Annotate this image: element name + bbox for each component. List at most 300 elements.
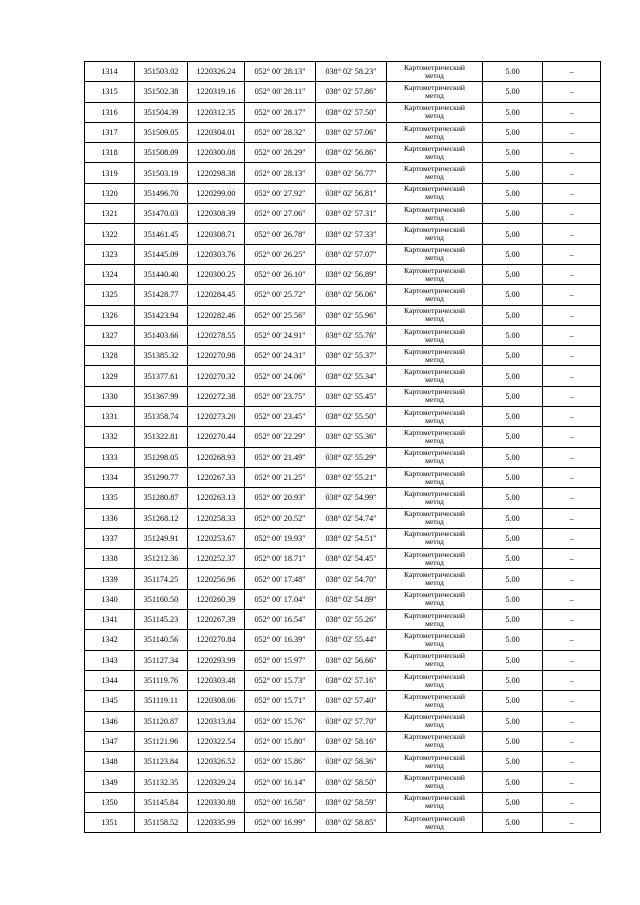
longitude-cell: 038° 02' 56.89" bbox=[316, 264, 387, 284]
method-cell bbox=[387, 82, 483, 102]
point-number-cell: 1342 bbox=[85, 630, 135, 650]
method-line2: метод bbox=[425, 781, 444, 791]
accuracy-cell: 5.00 bbox=[483, 569, 543, 589]
latitude-cell: 052° 00' 16.99" bbox=[245, 812, 316, 832]
coordinates-table bbox=[84, 61, 601, 833]
note-cell: – bbox=[543, 569, 601, 589]
note-cell: – bbox=[543, 122, 601, 142]
method-cell bbox=[387, 305, 483, 325]
latitude-cell: 052° 00' 21.49" bbox=[245, 447, 316, 467]
method-cell bbox=[387, 610, 483, 630]
table-row bbox=[85, 366, 601, 386]
method-line2: метод bbox=[425, 760, 444, 770]
method-line1: Картометрический bbox=[404, 285, 465, 295]
accuracy-cell: 5.00 bbox=[483, 711, 543, 731]
method-line2: метод bbox=[425, 90, 444, 100]
longitude-cell: 038° 02' 55.44" bbox=[316, 630, 387, 650]
method-line2: метод bbox=[425, 638, 444, 648]
latitude-cell: 052° 00' 20.52" bbox=[245, 508, 316, 528]
coord-x-cell: 351428.77 bbox=[135, 285, 188, 305]
coord-x-cell: 351132.35 bbox=[135, 772, 188, 792]
coord-x-cell: 351502.38 bbox=[135, 82, 188, 102]
table-row bbox=[85, 589, 601, 609]
coord-y-cell: 1220308.39 bbox=[188, 204, 245, 224]
longitude-cell: 038° 02' 55.36" bbox=[316, 427, 387, 447]
method-cell bbox=[387, 630, 483, 650]
note-cell: – bbox=[543, 427, 601, 447]
coord-y-cell: 1220299.00 bbox=[188, 183, 245, 203]
method-cell bbox=[387, 346, 483, 366]
coord-x-cell: 351145.23 bbox=[135, 610, 188, 630]
note-cell: – bbox=[543, 346, 601, 366]
note-cell: – bbox=[543, 549, 601, 569]
latitude-cell: 052° 00' 28.13" bbox=[245, 62, 316, 82]
latitude-cell: 052° 00' 25.56" bbox=[245, 305, 316, 325]
coord-x-cell: 351174.25 bbox=[135, 569, 188, 589]
coord-x-cell: 351367.99 bbox=[135, 386, 188, 406]
coord-x-cell: 351504.39 bbox=[135, 102, 188, 122]
note-cell: – bbox=[543, 528, 601, 548]
method-line2: метод bbox=[425, 375, 444, 385]
latitude-cell: 052° 00' 28.13" bbox=[245, 163, 316, 183]
coord-y-cell: 1220330.88 bbox=[188, 792, 245, 812]
coord-x-cell: 351322.81 bbox=[135, 427, 188, 447]
point-number-cell: 1337 bbox=[85, 528, 135, 548]
accuracy-cell: 5.00 bbox=[483, 549, 543, 569]
accuracy-cell: 5.00 bbox=[483, 752, 543, 772]
coord-y-cell: 1220308.71 bbox=[188, 224, 245, 244]
note-cell: – bbox=[543, 366, 601, 386]
method-cell bbox=[387, 143, 483, 163]
table-row bbox=[85, 427, 601, 447]
accuracy-cell: 5.00 bbox=[483, 204, 543, 224]
table-row bbox=[85, 731, 601, 751]
coord-y-cell: 1220270.32 bbox=[188, 366, 245, 386]
point-number-cell: 1346 bbox=[85, 711, 135, 731]
table-row bbox=[85, 204, 601, 224]
table-row bbox=[85, 82, 601, 102]
method-line1: Картометрический bbox=[404, 610, 465, 620]
point-number-cell: 1321 bbox=[85, 204, 135, 224]
table-row bbox=[85, 122, 601, 142]
method-line2: метод bbox=[425, 253, 444, 263]
coord-x-cell: 351503.19 bbox=[135, 163, 188, 183]
note-cell: – bbox=[543, 772, 601, 792]
note-cell: – bbox=[543, 508, 601, 528]
coord-x-cell: 351120.87 bbox=[135, 711, 188, 731]
latitude-cell: 052° 00' 15.73" bbox=[245, 670, 316, 690]
coord-y-cell: 1220270.84 bbox=[188, 630, 245, 650]
point-number-cell: 1330 bbox=[85, 386, 135, 406]
coord-x-cell: 351503.02 bbox=[135, 62, 188, 82]
table-row bbox=[85, 62, 601, 82]
coord-x-cell: 351445.09 bbox=[135, 244, 188, 264]
method-line2: метод bbox=[425, 598, 444, 608]
longitude-cell: 038° 02' 55.26" bbox=[316, 610, 387, 630]
longitude-cell: 038° 02' 55.29" bbox=[316, 447, 387, 467]
method-line2: метод bbox=[425, 699, 444, 709]
method-cell bbox=[387, 366, 483, 386]
table-row bbox=[85, 792, 601, 812]
table-row bbox=[85, 264, 601, 284]
latitude-cell: 052° 00' 27.92" bbox=[245, 183, 316, 203]
method-line1: Картометрический bbox=[404, 103, 465, 113]
method-cell bbox=[387, 204, 483, 224]
coord-x-cell: 351298.05 bbox=[135, 447, 188, 467]
method-line2: метод bbox=[425, 131, 444, 141]
longitude-cell: 038° 02' 57.06" bbox=[316, 122, 387, 142]
method-line1: Картометрический bbox=[404, 752, 465, 762]
latitude-cell: 052° 00' 22.29" bbox=[245, 427, 316, 447]
note-cell: – bbox=[543, 82, 601, 102]
method-cell bbox=[387, 386, 483, 406]
longitude-cell: 038° 02' 57.31" bbox=[316, 204, 387, 224]
accuracy-cell: 5.00 bbox=[483, 325, 543, 345]
method-line1: Картометрический bbox=[404, 367, 465, 377]
point-number-cell: 1348 bbox=[85, 752, 135, 772]
point-number-cell: 1333 bbox=[85, 447, 135, 467]
method-line1: Картометрический bbox=[404, 123, 465, 133]
accuracy-cell: 5.00 bbox=[483, 610, 543, 630]
method-cell bbox=[387, 244, 483, 264]
coord-x-cell: 351440.40 bbox=[135, 264, 188, 284]
note-cell: – bbox=[543, 183, 601, 203]
coord-x-cell: 351145.84 bbox=[135, 792, 188, 812]
coord-x-cell: 351385.32 bbox=[135, 346, 188, 366]
longitude-cell: 038° 02' 58.59" bbox=[316, 792, 387, 812]
longitude-cell: 038° 02' 54.70" bbox=[316, 569, 387, 589]
point-number-cell: 1328 bbox=[85, 346, 135, 366]
latitude-cell: 052° 00' 15.80" bbox=[245, 731, 316, 751]
coord-x-cell: 351140.56 bbox=[135, 630, 188, 650]
method-line1: Картометрический bbox=[404, 488, 465, 498]
longitude-cell: 038° 02' 58.16" bbox=[316, 731, 387, 751]
method-line1: Картометрический bbox=[404, 813, 465, 823]
method-line1: Картометрический bbox=[404, 671, 465, 681]
accuracy-cell: 5.00 bbox=[483, 62, 543, 82]
method-line1: Картометрический bbox=[404, 427, 465, 437]
coord-x-cell: 351508.09 bbox=[135, 143, 188, 163]
method-line1: Картометрический bbox=[404, 225, 465, 235]
method-cell bbox=[387, 792, 483, 812]
accuracy-cell: 5.00 bbox=[483, 407, 543, 427]
method-line1: Картометрический bbox=[404, 265, 465, 275]
longitude-cell: 038° 02' 55.76" bbox=[316, 325, 387, 345]
latitude-cell: 052° 00' 24.91" bbox=[245, 325, 316, 345]
table-row bbox=[85, 610, 601, 630]
latitude-cell: 052° 00' 15.86" bbox=[245, 752, 316, 772]
accuracy-cell: 5.00 bbox=[483, 447, 543, 467]
note-cell: – bbox=[543, 711, 601, 731]
accuracy-cell: 5.00 bbox=[483, 488, 543, 508]
table-row bbox=[85, 549, 601, 569]
coord-x-cell: 351423.94 bbox=[135, 305, 188, 325]
coord-y-cell: 1220293.99 bbox=[188, 650, 245, 670]
note-cell: – bbox=[543, 204, 601, 224]
coord-y-cell: 1220319.16 bbox=[188, 82, 245, 102]
longitude-cell: 038° 02' 55.96" bbox=[316, 305, 387, 325]
coord-x-cell: 351121.96 bbox=[135, 731, 188, 751]
method-line2: метод bbox=[425, 415, 444, 425]
coord-y-cell: 1220252.37 bbox=[188, 549, 245, 569]
note-cell: – bbox=[543, 792, 601, 812]
method-line2: метод bbox=[425, 151, 444, 161]
point-number-cell: 1325 bbox=[85, 285, 135, 305]
longitude-cell: 038° 02' 58.50" bbox=[316, 772, 387, 792]
latitude-cell: 052° 00' 16.54" bbox=[245, 610, 316, 630]
point-number-cell: 1317 bbox=[85, 122, 135, 142]
method-line2: метод bbox=[425, 172, 444, 182]
longitude-cell: 038° 02' 58.23" bbox=[316, 62, 387, 82]
method-line1: Картометрический bbox=[404, 630, 465, 640]
note-cell: – bbox=[543, 467, 601, 487]
note-cell: – bbox=[543, 650, 601, 670]
method-line1: Картометрический bbox=[404, 407, 465, 417]
method-line2: метод bbox=[425, 476, 444, 486]
note-cell: – bbox=[543, 264, 601, 284]
method-line1: Картометрический bbox=[404, 570, 465, 580]
method-cell bbox=[387, 325, 483, 345]
latitude-cell: 052° 00' 21.25" bbox=[245, 467, 316, 487]
note-cell: – bbox=[543, 143, 601, 163]
coord-y-cell: 1220263.13 bbox=[188, 488, 245, 508]
coord-y-cell: 1220335.99 bbox=[188, 812, 245, 832]
coord-x-cell: 351280.87 bbox=[135, 488, 188, 508]
point-number-cell: 1334 bbox=[85, 467, 135, 487]
point-number-cell: 1340 bbox=[85, 589, 135, 609]
point-number-cell: 1336 bbox=[85, 508, 135, 528]
coord-y-cell: 1220300.25 bbox=[188, 264, 245, 284]
accuracy-cell: 5.00 bbox=[483, 305, 543, 325]
accuracy-cell: 5.00 bbox=[483, 731, 543, 751]
accuracy-cell: 5.00 bbox=[483, 691, 543, 711]
method-cell bbox=[387, 467, 483, 487]
longitude-cell: 038° 02' 56.66" bbox=[316, 650, 387, 670]
method-line2: метод bbox=[425, 233, 444, 243]
method-line2: метод bbox=[425, 456, 444, 466]
point-number-cell: 1329 bbox=[85, 366, 135, 386]
longitude-cell: 038° 02' 57.86" bbox=[316, 82, 387, 102]
method-line2: метод bbox=[425, 192, 444, 202]
accuracy-cell: 5.00 bbox=[483, 285, 543, 305]
method-line1: Картометрический bbox=[404, 691, 465, 701]
point-number-cell: 1318 bbox=[85, 143, 135, 163]
accuracy-cell: 5.00 bbox=[483, 264, 543, 284]
coord-y-cell: 1220270.44 bbox=[188, 427, 245, 447]
table-row bbox=[85, 143, 601, 163]
note-cell: – bbox=[543, 610, 601, 630]
accuracy-cell: 5.00 bbox=[483, 792, 543, 812]
method-line2: метод bbox=[425, 659, 444, 669]
point-number-cell: 1341 bbox=[85, 610, 135, 630]
point-number-cell: 1319 bbox=[85, 163, 135, 183]
table-row bbox=[85, 325, 601, 345]
note-cell: – bbox=[543, 244, 601, 264]
method-line1: Картометрический bbox=[404, 549, 465, 559]
method-line1: Картометрический bbox=[404, 245, 465, 255]
coord-y-cell: 1220322.54 bbox=[188, 731, 245, 751]
method-line2: метод bbox=[425, 679, 444, 689]
method-line1: Картометрический bbox=[404, 793, 465, 803]
method-line1: Картометрический bbox=[404, 82, 465, 92]
point-number-cell: 1322 bbox=[85, 224, 135, 244]
point-number-cell: 1323 bbox=[85, 244, 135, 264]
method-cell bbox=[387, 102, 483, 122]
longitude-cell: 038° 02' 58.36" bbox=[316, 752, 387, 772]
note-cell: – bbox=[543, 691, 601, 711]
method-line2: метод bbox=[425, 435, 444, 445]
method-line1: Картометрический bbox=[404, 306, 465, 316]
coord-x-cell: 351461.45 bbox=[135, 224, 188, 244]
point-number-cell: 1350 bbox=[85, 792, 135, 812]
latitude-cell: 052° 00' 28.11" bbox=[245, 82, 316, 102]
method-cell bbox=[387, 772, 483, 792]
table-row bbox=[85, 467, 601, 487]
note-cell: – bbox=[543, 670, 601, 690]
coord-y-cell: 1220303.76 bbox=[188, 244, 245, 264]
latitude-cell: 052° 00' 24.31" bbox=[245, 346, 316, 366]
coord-y-cell: 1220260.39 bbox=[188, 589, 245, 609]
table-row bbox=[85, 447, 601, 467]
note-cell: – bbox=[543, 285, 601, 305]
point-number-cell: 1316 bbox=[85, 102, 135, 122]
table-row bbox=[85, 102, 601, 122]
note-cell: – bbox=[543, 325, 601, 345]
note-cell: – bbox=[543, 224, 601, 244]
coord-y-cell: 1220273.20 bbox=[188, 407, 245, 427]
method-line2: метод bbox=[425, 293, 444, 303]
accuracy-cell: 5.00 bbox=[483, 386, 543, 406]
latitude-cell: 052° 00' 25.72" bbox=[245, 285, 316, 305]
method-cell bbox=[387, 285, 483, 305]
note-cell: – bbox=[543, 305, 601, 325]
method-cell bbox=[387, 752, 483, 772]
method-cell bbox=[387, 589, 483, 609]
latitude-cell: 052° 00' 28.29" bbox=[245, 143, 316, 163]
method-cell bbox=[387, 731, 483, 751]
longitude-cell: 038° 02' 57.70" bbox=[316, 711, 387, 731]
method-line2: метод bbox=[425, 578, 444, 588]
method-line2: метод bbox=[425, 557, 444, 567]
table-row bbox=[85, 244, 601, 264]
point-number-cell: 1315 bbox=[85, 82, 135, 102]
point-number-cell: 1324 bbox=[85, 264, 135, 284]
table-row bbox=[85, 569, 601, 589]
point-number-cell: 1345 bbox=[85, 691, 135, 711]
coord-y-cell: 1220282.46 bbox=[188, 305, 245, 325]
method-line1: Картометрический bbox=[404, 651, 465, 661]
table-row bbox=[85, 305, 601, 325]
point-number-cell: 1351 bbox=[85, 812, 135, 832]
point-number-cell: 1320 bbox=[85, 183, 135, 203]
accuracy-cell: 5.00 bbox=[483, 366, 543, 386]
method-cell bbox=[387, 528, 483, 548]
latitude-cell: 052° 00' 28.32" bbox=[245, 122, 316, 142]
table-row bbox=[85, 163, 601, 183]
longitude-cell: 038° 02' 56.81" bbox=[316, 183, 387, 203]
method-line2: метод bbox=[425, 720, 444, 730]
accuracy-cell: 5.00 bbox=[483, 772, 543, 792]
table-row bbox=[85, 407, 601, 427]
point-number-cell: 1338 bbox=[85, 549, 135, 569]
latitude-cell: 052° 00' 20.93" bbox=[245, 488, 316, 508]
table-row bbox=[85, 772, 601, 792]
coord-y-cell: 1220303.48 bbox=[188, 670, 245, 690]
coord-y-cell: 1220313.84 bbox=[188, 711, 245, 731]
table-row bbox=[85, 488, 601, 508]
longitude-cell: 038° 02' 55.50" bbox=[316, 407, 387, 427]
method-line2: метод bbox=[425, 537, 444, 547]
method-line2: метод bbox=[425, 111, 444, 121]
longitude-cell: 038° 02' 56.86" bbox=[316, 143, 387, 163]
latitude-cell: 052° 00' 26.10" bbox=[245, 264, 316, 284]
method-line1: Картометрический bbox=[404, 346, 465, 356]
latitude-cell: 052° 00' 17.04" bbox=[245, 589, 316, 609]
method-cell bbox=[387, 650, 483, 670]
longitude-cell: 038° 02' 58.85" bbox=[316, 812, 387, 832]
accuracy-cell: 5.00 bbox=[483, 812, 543, 832]
note-cell: – bbox=[543, 62, 601, 82]
method-cell bbox=[387, 407, 483, 427]
method-line2: метод bbox=[425, 395, 444, 405]
method-line2: метод bbox=[425, 334, 444, 344]
latitude-cell: 052° 00' 19.93" bbox=[245, 528, 316, 548]
note-cell: – bbox=[543, 447, 601, 467]
coord-x-cell: 351496.70 bbox=[135, 183, 188, 203]
coord-x-cell: 351123.84 bbox=[135, 752, 188, 772]
table-row bbox=[85, 752, 601, 772]
latitude-cell: 052° 00' 26.78" bbox=[245, 224, 316, 244]
longitude-cell: 038° 02' 55.45" bbox=[316, 386, 387, 406]
longitude-cell: 038° 02' 54.74" bbox=[316, 508, 387, 528]
table-row bbox=[85, 224, 601, 244]
coord-x-cell: 351212.36 bbox=[135, 549, 188, 569]
method-line1: Картометрический bbox=[404, 712, 465, 722]
method-cell bbox=[387, 447, 483, 467]
table-row bbox=[85, 650, 601, 670]
method-line2: метод bbox=[425, 496, 444, 506]
method-line2: метод bbox=[425, 618, 444, 628]
latitude-cell: 052° 00' 16.58" bbox=[245, 792, 316, 812]
method-cell bbox=[387, 670, 483, 690]
point-number-cell: 1331 bbox=[85, 407, 135, 427]
table-row bbox=[85, 691, 601, 711]
latitude-cell: 052° 00' 17.48" bbox=[245, 569, 316, 589]
latitude-cell: 052° 00' 27.06" bbox=[245, 204, 316, 224]
coord-x-cell: 351509.05 bbox=[135, 122, 188, 142]
method-line1: Картометрический bbox=[404, 509, 465, 519]
method-line1: Картометрический bbox=[404, 62, 465, 72]
accuracy-cell: 5.00 bbox=[483, 346, 543, 366]
accuracy-cell: 5.00 bbox=[483, 143, 543, 163]
table-row bbox=[85, 183, 601, 203]
coord-x-cell: 351268.12 bbox=[135, 508, 188, 528]
method-line1: Картометрический bbox=[404, 468, 465, 478]
coord-x-cell: 351127.34 bbox=[135, 650, 188, 670]
table-row bbox=[85, 285, 601, 305]
accuracy-cell: 5.00 bbox=[483, 82, 543, 102]
method-line2: метод bbox=[425, 212, 444, 222]
note-cell: – bbox=[543, 163, 601, 183]
accuracy-cell: 5.00 bbox=[483, 650, 543, 670]
longitude-cell: 038° 02' 55.34" bbox=[316, 366, 387, 386]
point-number-cell: 1339 bbox=[85, 569, 135, 589]
method-cell bbox=[387, 488, 483, 508]
coord-x-cell: 351470.03 bbox=[135, 204, 188, 224]
coord-x-cell: 351249.91 bbox=[135, 528, 188, 548]
accuracy-cell: 5.00 bbox=[483, 224, 543, 244]
method-cell bbox=[387, 549, 483, 569]
